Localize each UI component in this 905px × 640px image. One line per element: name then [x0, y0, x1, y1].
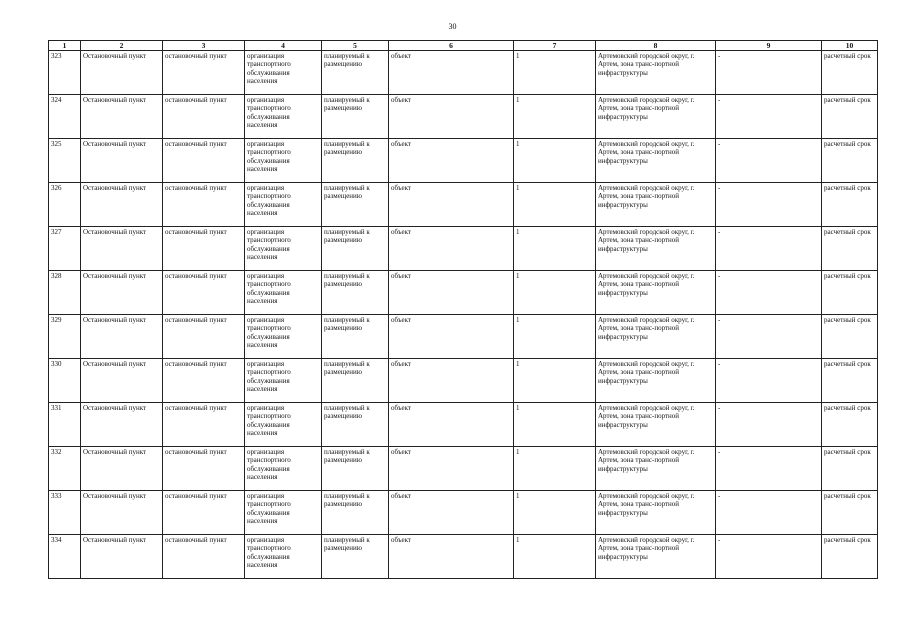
cell-status: планируемый к размещению: [322, 535, 389, 579]
cell-object-type: остановочный пункт: [163, 447, 245, 491]
cell-quantity: 1: [514, 535, 596, 579]
table-row: [49, 359, 878, 403]
cell-characteristics: -: [716, 139, 822, 183]
cell-object-name: Остановочный пункт: [81, 315, 163, 359]
cell-characteristics: -: [716, 95, 822, 139]
cell-unit: объект: [389, 183, 514, 227]
cell-implementation-term: расчетный срок: [822, 403, 878, 447]
cell-characteristics: -: [716, 447, 822, 491]
cell-quantity: 1: [514, 447, 596, 491]
cell-purpose: организация транспортного обслуживания населения: [245, 183, 322, 227]
table-row: [49, 315, 878, 359]
cell-implementation-term: расчетный срок: [822, 447, 878, 491]
cell-row-number: 331: [49, 403, 81, 447]
cell-object-type: остановочный пункт: [163, 403, 245, 447]
cell-implementation-term: расчетный срок: [822, 183, 878, 227]
cell-characteristics: -: [716, 359, 822, 403]
column-header-1: 1: [49, 41, 81, 51]
cell-purpose: организация транспортного обслуживания населения: [245, 403, 322, 447]
cell-unit: объект: [389, 95, 514, 139]
cell-location: Артемовский городской округ, г. Артем, зона транс-портной инфраструктуры: [596, 491, 716, 535]
table-row: [49, 535, 878, 579]
objects-table: [48, 40, 878, 579]
table-header: [49, 41, 878, 51]
cell-location: Артемовский городской округ, г. Артем, зона транс-портной инфраструктуры: [596, 271, 716, 315]
cell-location: Артемовский городской округ, г. Артем, зона транс-портной инфраструктуры: [596, 359, 716, 403]
cell-status: планируемый к размещению: [322, 139, 389, 183]
cell-implementation-term: расчетный срок: [822, 95, 878, 139]
cell-location: Артемовский городской округ, г. Артем, зона транс-портной инфраструктуры: [596, 51, 716, 95]
cell-quantity: 1: [514, 359, 596, 403]
cell-unit: объект: [389, 139, 514, 183]
cell-unit: объект: [389, 315, 514, 359]
cell-unit: объект: [389, 227, 514, 271]
table-row: [49, 95, 878, 139]
cell-row-number: 329: [49, 315, 81, 359]
cell-purpose: организация транспортного обслуживания населения: [245, 51, 322, 95]
cell-implementation-term: расчетный срок: [822, 491, 878, 535]
table-row: [49, 139, 878, 183]
cell-object-type: остановочный пункт: [163, 271, 245, 315]
cell-object-name: Остановочный пункт: [81, 139, 163, 183]
cell-characteristics: -: [716, 403, 822, 447]
cell-quantity: 1: [514, 51, 596, 95]
cell-characteristics: -: [716, 315, 822, 359]
column-header-4: 4: [245, 41, 322, 51]
cell-object-name: Остановочный пункт: [81, 183, 163, 227]
cell-object-name: Остановочный пункт: [81, 271, 163, 315]
cell-characteristics: -: [716, 183, 822, 227]
cell-status: планируемый к размещению: [322, 359, 389, 403]
cell-status: планируемый к размещению: [322, 183, 389, 227]
cell-object-name: Остановочный пункт: [81, 535, 163, 579]
cell-row-number: 323: [49, 51, 81, 95]
column-header-9: 9: [716, 41, 822, 51]
cell-object-name: Остановочный пункт: [81, 403, 163, 447]
cell-characteristics: -: [716, 51, 822, 95]
cell-status: планируемый к размещению: [322, 271, 389, 315]
cell-object-type: остановочный пункт: [163, 95, 245, 139]
cell-unit: объект: [389, 535, 514, 579]
cell-implementation-term: расчетный срок: [822, 315, 878, 359]
cell-object-name: Остановочный пункт: [81, 227, 163, 271]
cell-implementation-term: расчетный срок: [822, 139, 878, 183]
cell-status: планируемый к размещению: [322, 447, 389, 491]
cell-row-number: 324: [49, 95, 81, 139]
cell-location: Артемовский городской округ, г. Артем, зона транс-портной инфраструктуры: [596, 183, 716, 227]
cell-status: планируемый к размещению: [322, 403, 389, 447]
cell-object-name: Остановочный пункт: [81, 51, 163, 95]
cell-purpose: организация транспортного обслуживания населения: [245, 315, 322, 359]
cell-object-type: остановочный пункт: [163, 359, 245, 403]
cell-status: планируемый к размещению: [322, 227, 389, 271]
cell-object-type: остановочный пункт: [163, 491, 245, 535]
cell-unit: объект: [389, 51, 514, 95]
cell-status: планируемый к размещению: [322, 51, 389, 95]
cell-unit: объект: [389, 447, 514, 491]
cell-purpose: организация транспортного обслуживания населения: [245, 491, 322, 535]
cell-implementation-term: расчетный срок: [822, 535, 878, 579]
column-header-2: 2: [81, 41, 163, 51]
cell-characteristics: -: [716, 535, 822, 579]
cell-quantity: 1: [514, 139, 596, 183]
cell-quantity: 1: [514, 315, 596, 359]
page-number: 30: [448, 22, 457, 31]
cell-status: планируемый к размещению: [322, 491, 389, 535]
cell-implementation-term: расчетный срок: [822, 51, 878, 95]
cell-purpose: организация транспортного обслуживания населения: [245, 271, 322, 315]
cell-object-type: остановочный пункт: [163, 535, 245, 579]
cell-purpose: организация транспортного обслуживания населения: [245, 359, 322, 403]
table-row: [49, 271, 878, 315]
cell-unit: объект: [389, 491, 514, 535]
cell-object-type: остановочный пункт: [163, 183, 245, 227]
cell-unit: объект: [389, 271, 514, 315]
cell-quantity: 1: [514, 491, 596, 535]
cell-implementation-term: расчетный срок: [822, 271, 878, 315]
column-header-6: 6: [389, 41, 514, 51]
cell-implementation-term: расчетный срок: [822, 359, 878, 403]
table-row: [49, 51, 878, 95]
cell-purpose: организация транспортного обслуживания населения: [245, 227, 322, 271]
cell-status: планируемый к размещению: [322, 315, 389, 359]
cell-object-name: Остановочный пункт: [81, 359, 163, 403]
cell-location: Артемовский городской округ, г. Артем, зона транс-портной инфраструктуры: [596, 139, 716, 183]
cell-object-name: Остановочный пункт: [81, 95, 163, 139]
cell-purpose: организация транспортного обслуживания населения: [245, 95, 322, 139]
cell-row-number: 326: [49, 183, 81, 227]
cell-row-number: 328: [49, 271, 81, 315]
cell-quantity: 1: [514, 271, 596, 315]
column-header-3: 3: [163, 41, 245, 51]
cell-location: Артемовский городской округ, г. Артем, зона транс-портной инфраструктуры: [596, 227, 716, 271]
cell-quantity: 1: [514, 403, 596, 447]
cell-location: Артемовский городской округ, г. Артем, зона транс-портной инфраструктуры: [596, 535, 716, 579]
cell-location: Артемовский городской округ, г. Артем, зона транс-портной инфраструктуры: [596, 315, 716, 359]
cell-object-name: Остановочный пункт: [81, 491, 163, 535]
cell-row-number: 333: [49, 491, 81, 535]
cell-row-number: 334: [49, 535, 81, 579]
table-row: [49, 403, 878, 447]
column-header-5: 5: [322, 41, 389, 51]
table-row: [49, 227, 878, 271]
header-row: [49, 41, 878, 51]
cell-purpose: организация транспортного обслуживания населения: [245, 139, 322, 183]
cell-implementation-term: расчетный срок: [822, 227, 878, 271]
cell-object-type: остановочный пункт: [163, 227, 245, 271]
table-row: [49, 183, 878, 227]
column-header-8: 8: [596, 41, 716, 51]
cell-quantity: 1: [514, 183, 596, 227]
column-header-7: 7: [514, 41, 596, 51]
cell-row-number: 332: [49, 447, 81, 491]
table-body: [49, 51, 878, 579]
table-row: [49, 447, 878, 491]
cell-quantity: 1: [514, 227, 596, 271]
cell-object-type: остановочный пункт: [163, 315, 245, 359]
cell-object-type: остановочный пункт: [163, 51, 245, 95]
cell-object-name: Остановочный пункт: [81, 447, 163, 491]
cell-row-number: 325: [49, 139, 81, 183]
cell-row-number: 327: [49, 227, 81, 271]
cell-characteristics: -: [716, 491, 822, 535]
column-header-10: 10: [822, 41, 878, 51]
cell-unit: объект: [389, 359, 514, 403]
cell-location: Артемовский городской округ, г. Артем, зона транс-портной инфраструктуры: [596, 403, 716, 447]
cell-quantity: 1: [514, 95, 596, 139]
cell-unit: объект: [389, 403, 514, 447]
cell-object-type: остановочный пункт: [163, 139, 245, 183]
cell-location: Артемовский городской округ, г. Артем, зона транс-портной инфраструктуры: [596, 447, 716, 491]
cell-characteristics: -: [716, 271, 822, 315]
cell-row-number: 330: [49, 359, 81, 403]
table-row: [49, 491, 878, 535]
cell-status: планируемый к размещению: [322, 95, 389, 139]
cell-purpose: организация транспортного обслуживания населения: [245, 535, 322, 579]
cell-purpose: организация транспортного обслуживания населения: [245, 447, 322, 491]
cell-location: Артемовский городской округ, г. Артем, зона транс-портной инфраструктуры: [596, 95, 716, 139]
cell-characteristics: -: [716, 227, 822, 271]
